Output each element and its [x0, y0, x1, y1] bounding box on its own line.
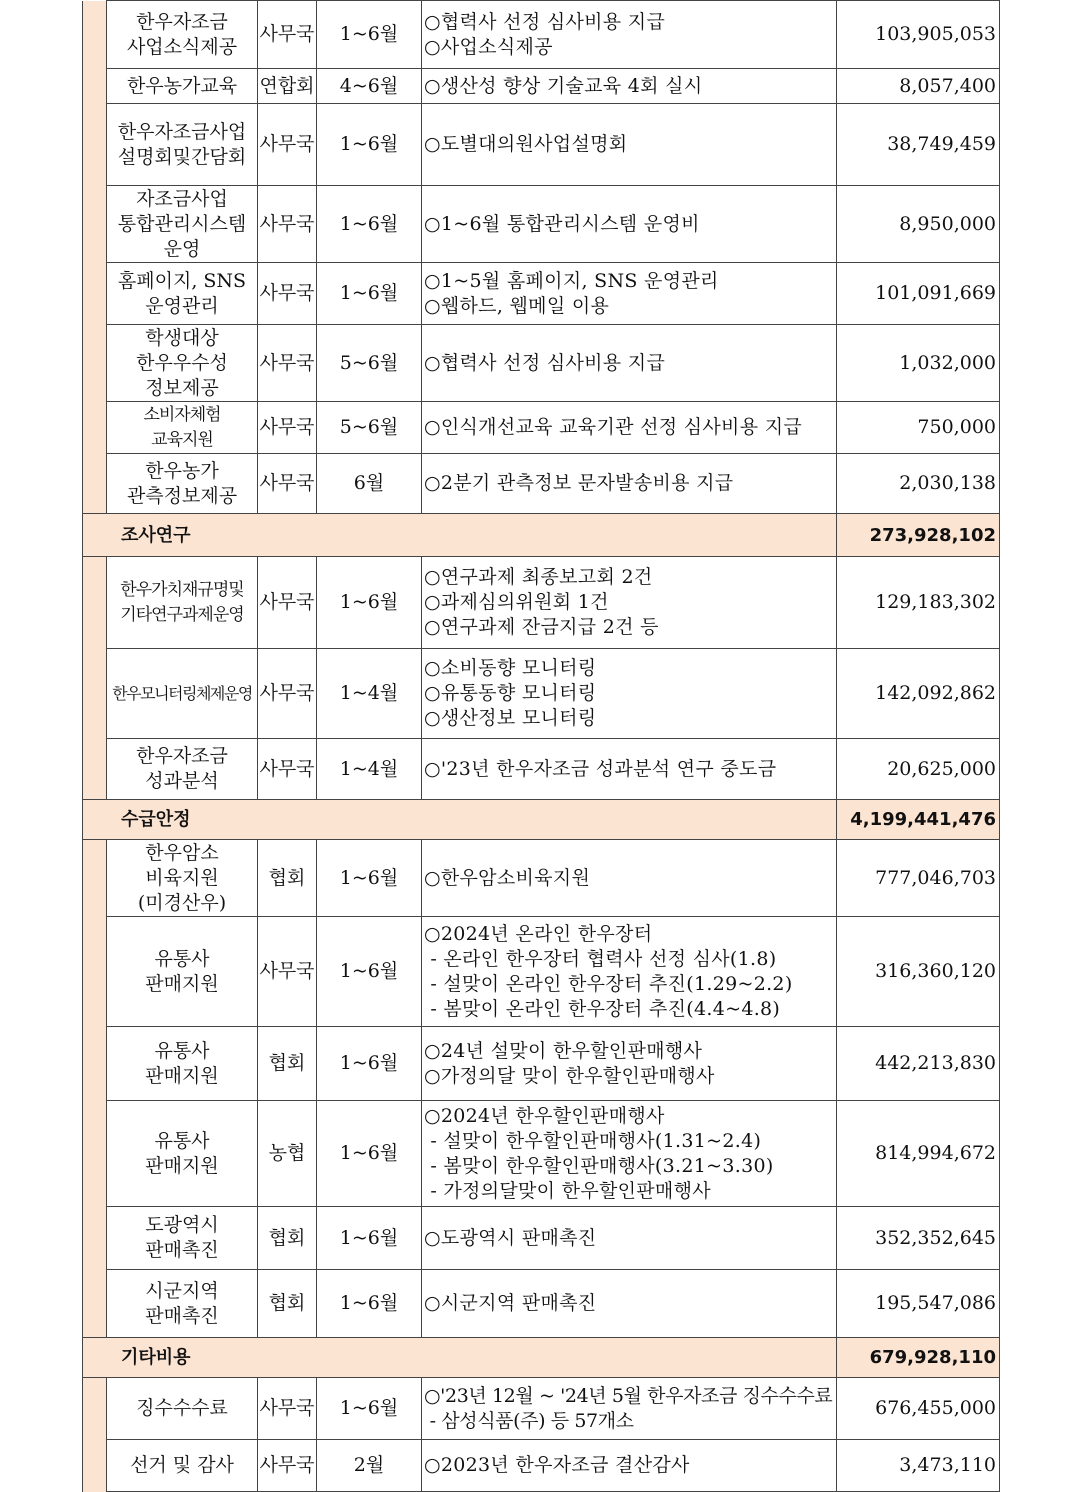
- amount-cell: 316,360,120: [837, 917, 1000, 1027]
- project-name: 한우암소 비육지원 (미경산우): [107, 840, 258, 917]
- org-cell: 협회: [258, 1270, 317, 1338]
- row-gutter: [83, 649, 107, 739]
- row-gutter: [83, 1270, 107, 1338]
- row-gutter: [83, 557, 107, 649]
- project-name: 학생대상 한우우수성 정보제공: [107, 325, 258, 402]
- period-cell: 1~6월: [317, 1, 422, 69]
- row-gutter: [83, 1101, 107, 1207]
- project-name: 유통사 판매지원: [107, 1027, 258, 1101]
- table-row: [83, 325, 1000, 402]
- section-title: 수급안정: [83, 800, 837, 840]
- period-cell: 1~6월: [317, 1101, 422, 1207]
- table-row: [83, 402, 1000, 454]
- period-cell: 4~6월: [317, 69, 422, 104]
- description-cell: ○생산성 향상 기술교육 4회 실시: [422, 69, 837, 104]
- org-cell: 사무국: [258, 402, 317, 454]
- period-cell: 1~6월: [317, 104, 422, 186]
- project-name: 한우자조금사업 설명회및간담회: [107, 104, 258, 186]
- project-name: 시군지역 판매촉진: [107, 1270, 258, 1338]
- project-name: 유통사 판매지원: [107, 917, 258, 1027]
- table-row: [83, 69, 1000, 104]
- amount-cell: 20,625,000: [837, 739, 1000, 800]
- project-name: 한우모니터링체제운영: [107, 649, 258, 739]
- description-cell: ○2023년 한우자조금 결산감사: [422, 1440, 837, 1492]
- period-cell: 1~4월: [317, 739, 422, 800]
- org-cell: 농협: [258, 1101, 317, 1207]
- period-cell: 6월: [317, 454, 422, 514]
- org-cell: 사무국: [258, 186, 317, 263]
- row-gutter: [83, 69, 107, 104]
- org-cell: 사무국: [258, 454, 317, 514]
- row-gutter: [83, 917, 107, 1027]
- section-total: 679,928,110: [837, 1338, 1000, 1378]
- amount-cell: 2,030,138: [837, 454, 1000, 514]
- budget-table: [82, 0, 1000, 1492]
- org-cell: 협회: [258, 1207, 317, 1270]
- amount-cell: 442,213,830: [837, 1027, 1000, 1101]
- period-cell: 5~6월: [317, 402, 422, 454]
- amount-cell: 8,057,400: [837, 69, 1000, 104]
- table-row: [83, 1378, 1000, 1440]
- amount-cell: 1,032,000: [837, 325, 1000, 402]
- section-header-research: [83, 514, 1000, 557]
- project-name: 한우자조금 성과분석: [107, 739, 258, 800]
- row-gutter: [83, 840, 107, 917]
- table-row: [83, 1101, 1000, 1207]
- project-name: 자조금사업 통합관리시스템 운영: [107, 186, 258, 263]
- amount-cell: 352,352,645: [837, 1207, 1000, 1270]
- org-cell: 협회: [258, 840, 317, 917]
- amount-cell: 129,183,302: [837, 557, 1000, 649]
- table-row: [83, 1207, 1000, 1270]
- project-name: 홈페이지, SNS 운영관리: [107, 263, 258, 325]
- row-gutter: [83, 104, 107, 186]
- table-row: [83, 739, 1000, 800]
- project-name: 소비자체험 교육지원: [107, 402, 258, 454]
- table-row: [83, 263, 1000, 325]
- project-name: 한우농가교육: [107, 69, 258, 104]
- section-title: 조사연구: [83, 514, 837, 557]
- period-cell: 1~6월: [317, 1270, 422, 1338]
- amount-cell: 814,994,672: [837, 1101, 1000, 1207]
- description-cell: ○1~6월 통합관리시스템 운영비: [422, 186, 837, 263]
- table-row: [83, 649, 1000, 739]
- row-gutter: [83, 186, 107, 263]
- period-cell: 1~6월: [317, 1207, 422, 1270]
- table-row: [83, 840, 1000, 917]
- row-gutter: [83, 454, 107, 514]
- description-cell: ○한우암소비육지원: [422, 840, 837, 917]
- section-header-supply: [83, 800, 1000, 840]
- table-row: [83, 104, 1000, 186]
- table-row: [83, 557, 1000, 649]
- section-header-other: [83, 1338, 1000, 1378]
- org-cell: 사무국: [258, 739, 317, 800]
- description-cell: ○연구과제 최종보고회 2건 ○과제심의위원회 1건 ○연구과제 잔금지급 2건 등: [422, 557, 837, 649]
- description-cell: ○도별대의원사업설명회: [422, 104, 837, 186]
- period-cell: 2월: [317, 1440, 422, 1492]
- period-cell: 1~6월: [317, 1027, 422, 1101]
- org-cell: 사무국: [258, 263, 317, 325]
- description-cell: ○2분기 관측정보 문자발송비용 지급: [422, 454, 837, 514]
- amount-cell: 8,950,000: [837, 186, 1000, 263]
- org-cell: 협회: [258, 1027, 317, 1101]
- section-title: 기타비용: [83, 1338, 837, 1378]
- row-gutter: [83, 1440, 107, 1492]
- table-row: [83, 454, 1000, 514]
- org-cell: 사무국: [258, 104, 317, 186]
- org-cell: 사무국: [258, 325, 317, 402]
- project-name: 한우자조금 사업소식제공: [107, 1, 258, 69]
- org-cell: 사무국: [258, 1440, 317, 1492]
- description-cell: ○소비동향 모니터링 ○유통동향 모니터링 ○생산정보 모니터링: [422, 649, 837, 739]
- org-cell: 사무국: [258, 557, 317, 649]
- description-cell: ○'23년 12월 ~ '24년 5월 한우자조금 징수수수료 - 삼성식품(주) 등 57개소: [422, 1378, 837, 1440]
- description-cell: ○협력사 선정 심사비용 지급: [422, 325, 837, 402]
- row-gutter: [83, 263, 107, 325]
- section-total: 4,199,441,476: [837, 800, 1000, 840]
- project-name: 징수수수료: [107, 1378, 258, 1440]
- org-cell: 연합회: [258, 69, 317, 104]
- amount-cell: 101,091,669: [837, 263, 1000, 325]
- description-cell: ○도광역시 판매촉진: [422, 1207, 837, 1270]
- description-cell: ○인식개선교육 교육기관 선정 심사비용 지급: [422, 402, 837, 454]
- amount-cell: 195,547,086: [837, 1270, 1000, 1338]
- period-cell: 1~6월: [317, 1378, 422, 1440]
- row-gutter: [83, 1207, 107, 1270]
- table-row: [83, 917, 1000, 1027]
- period-cell: 1~6월: [317, 840, 422, 917]
- description-cell: ○시군지역 판매촉진: [422, 1270, 837, 1338]
- amount-cell: 676,455,000: [837, 1378, 1000, 1440]
- table-row: [83, 186, 1000, 263]
- description-cell: ○1~5월 홈페이지, SNS 운영관리 ○웹하드, 웹메일 이용: [422, 263, 837, 325]
- amount-cell: 38,749,459: [837, 104, 1000, 186]
- org-cell: 사무국: [258, 1, 317, 69]
- period-cell: 1~6월: [317, 557, 422, 649]
- org-cell: 사무국: [258, 1378, 317, 1440]
- project-name: 선거 및 감사: [107, 1440, 258, 1492]
- row-gutter: [83, 325, 107, 402]
- period-cell: 1~6월: [317, 186, 422, 263]
- period-cell: 5~6월: [317, 325, 422, 402]
- project-name: 한우가치재규명및 기타연구과제운영: [107, 557, 258, 649]
- table-row: [83, 1, 1000, 69]
- row-gutter: [83, 739, 107, 800]
- org-cell: 사무국: [258, 649, 317, 739]
- table-row: [83, 1270, 1000, 1338]
- section-total: 273,928,102: [837, 514, 1000, 557]
- amount-cell: 142,092,862: [837, 649, 1000, 739]
- period-cell: 1~4월: [317, 649, 422, 739]
- project-name: 도광역시 판매촉진: [107, 1207, 258, 1270]
- project-name: 유통사 판매지원: [107, 1101, 258, 1207]
- row-gutter: [83, 1378, 107, 1440]
- row-gutter: [83, 1027, 107, 1101]
- period-cell: 1~6월: [317, 917, 422, 1027]
- amount-cell: 3,473,110: [837, 1440, 1000, 1492]
- row-gutter: [83, 402, 107, 454]
- description-cell: ○24년 설맞이 한우할인판매행사 ○가정의달 맞이 한우할인판매행사: [422, 1027, 837, 1101]
- amount-cell: 750,000: [837, 402, 1000, 454]
- table-row: [83, 1440, 1000, 1492]
- description-cell: ○'23년 한우자조금 성과분석 연구 중도금: [422, 739, 837, 800]
- description-cell: ○협력사 선정 심사비용 지급 ○사업소식제공: [422, 1, 837, 69]
- table-row: [83, 1027, 1000, 1101]
- description-cell: ○2024년 온라인 한우장터 - 온라인 한우장터 협력사 선정 심사(1.8) - 설맞이 온라인 한우장터 추진(1.29~2.2) - 봄맞이 온라인 한우장터 추진(4.4~4.8): [422, 917, 837, 1027]
- org-cell: 사무국: [258, 917, 317, 1027]
- period-cell: 1~6월: [317, 263, 422, 325]
- project-name: 한우농가 관측정보제공: [107, 454, 258, 514]
- amount-cell: 103,905,053: [837, 1, 1000, 69]
- description-cell: ○2024년 한우할인판매행사 - 설맞이 한우할인판매행사(1.31~2.4) - 봄맞이 한우할인판매행사(3.21~3.30) - 가정의달맞이 한우할인판매행사: [422, 1101, 837, 1207]
- row-gutter: [83, 1, 107, 69]
- amount-cell: 777,046,703: [837, 840, 1000, 917]
